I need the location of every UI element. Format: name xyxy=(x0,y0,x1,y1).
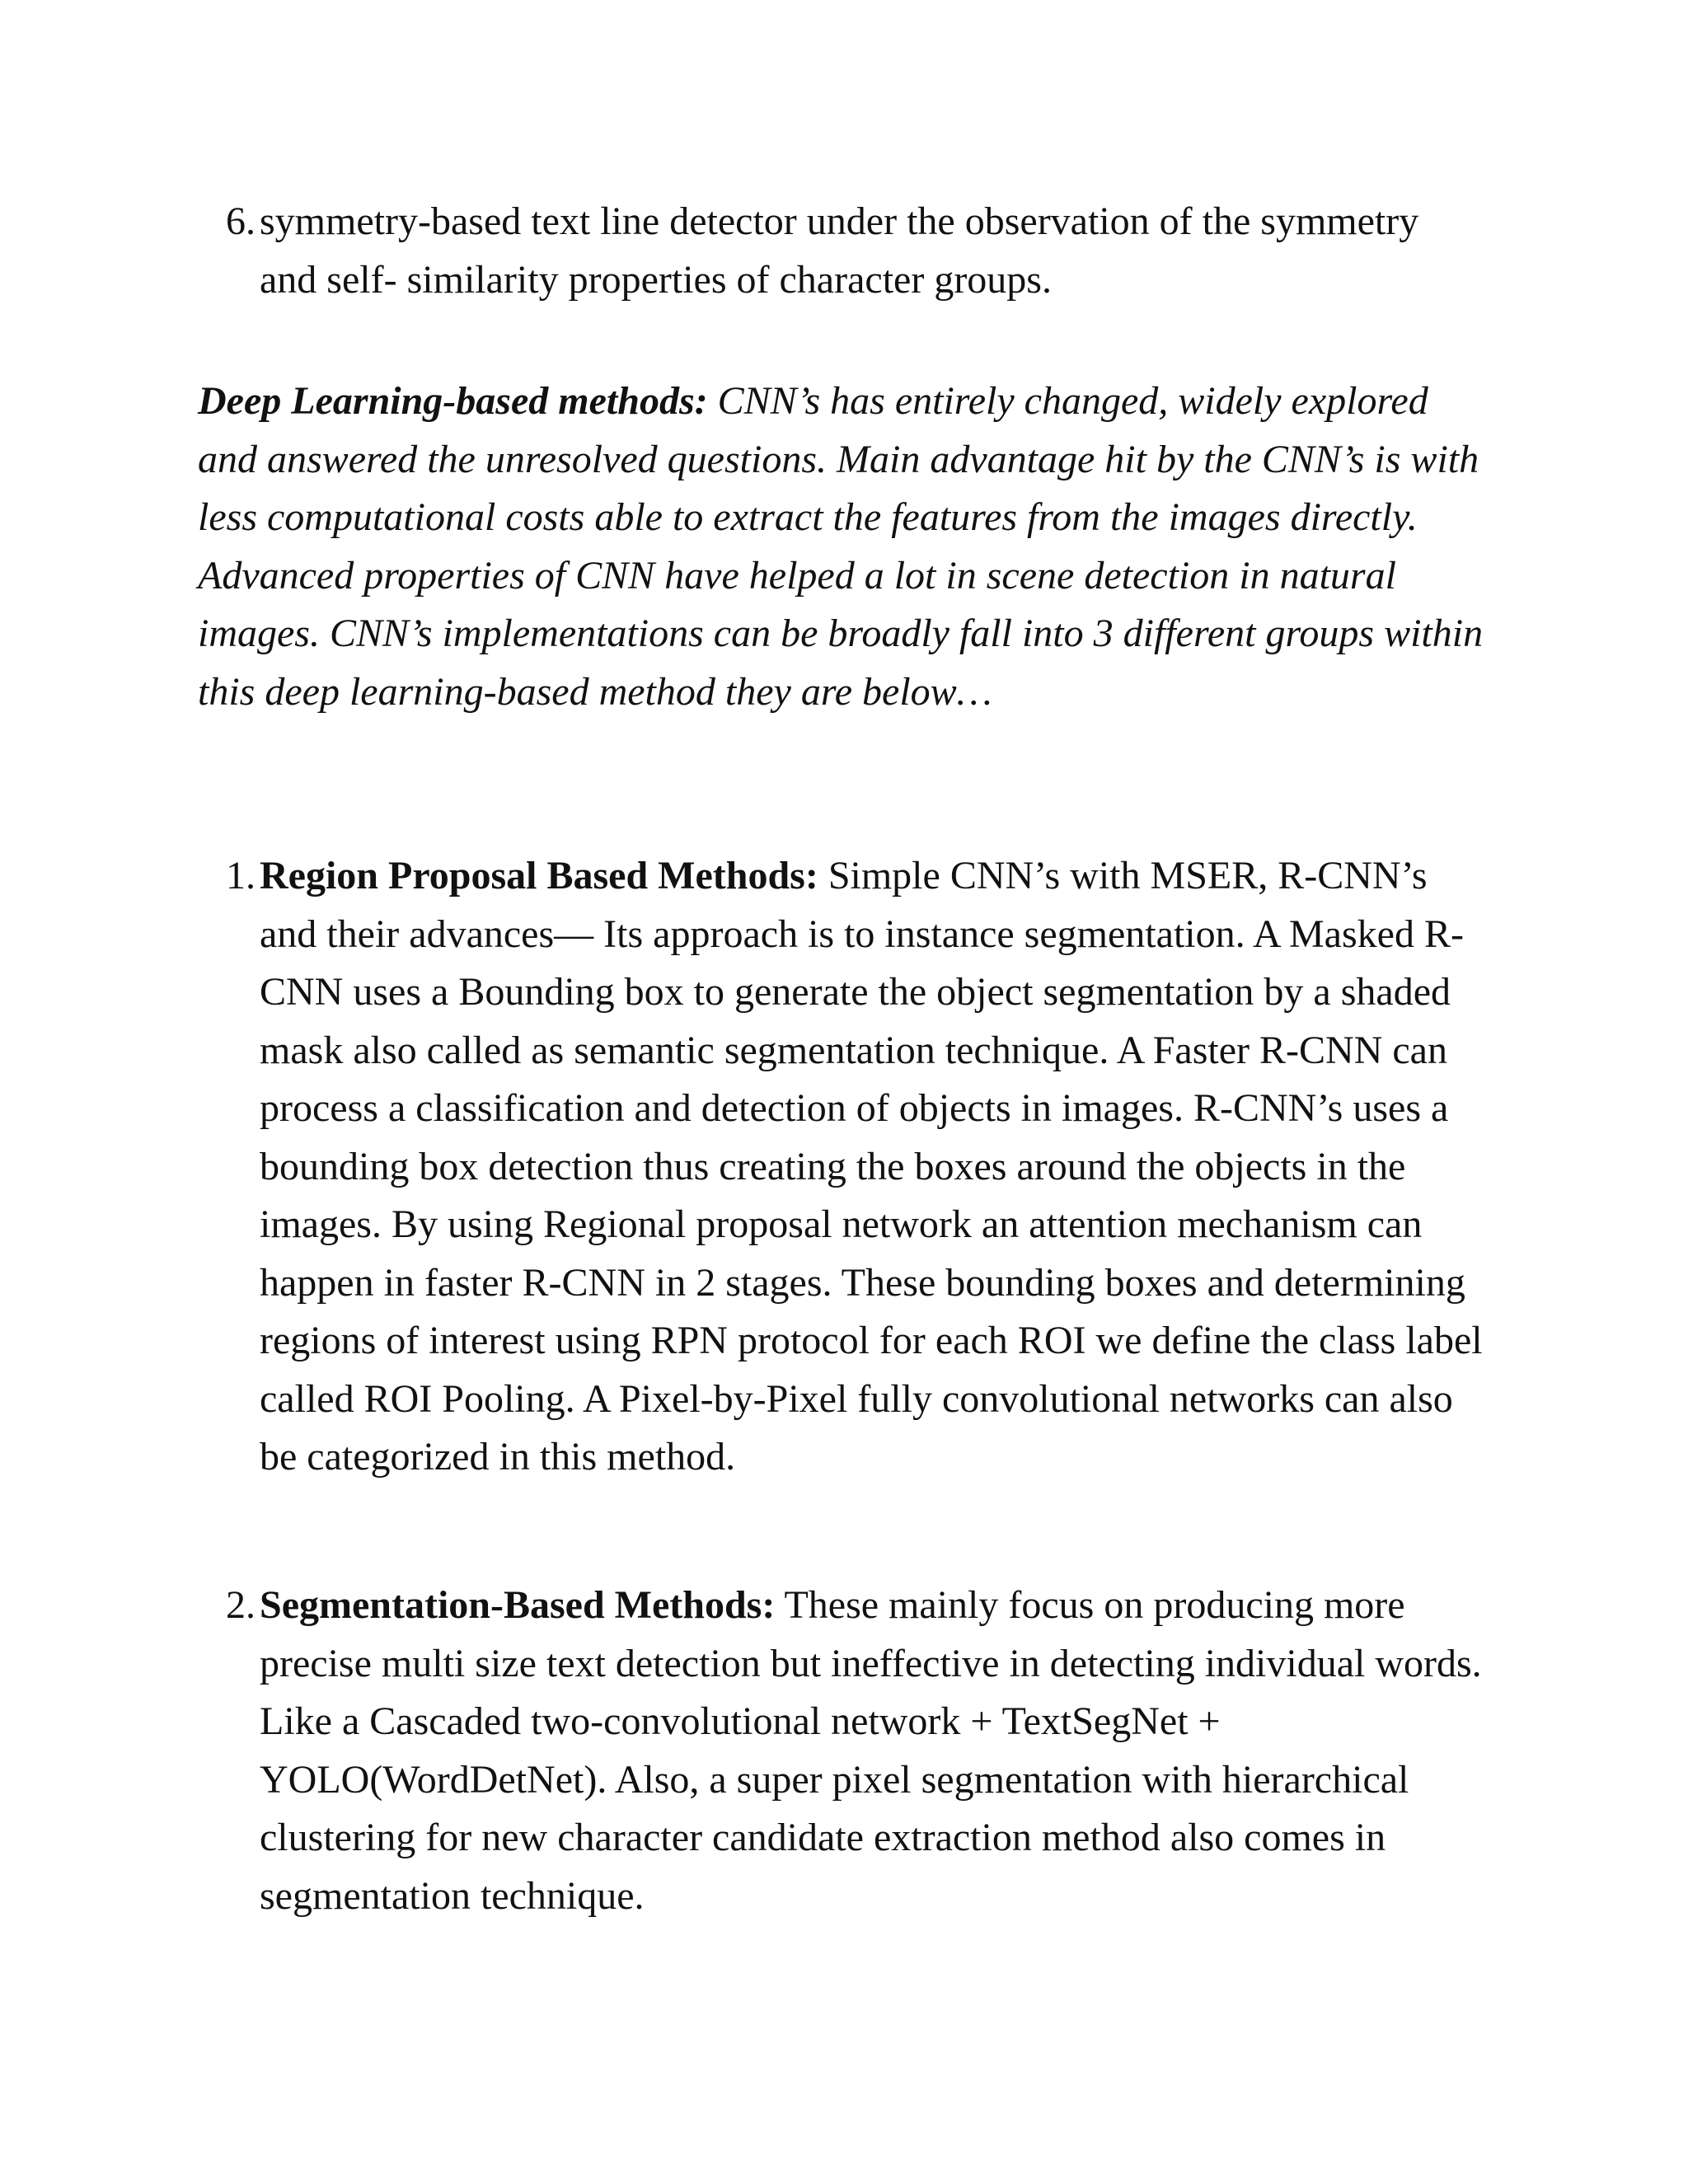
paragraph-heading: Deep Learning-based methods: xyxy=(198,379,708,423)
list-item-6 xyxy=(198,193,1484,309)
list-item-number: 1. xyxy=(226,854,256,898)
deep-learning-paragraph xyxy=(198,373,1484,721)
list-item-heading: Segmentation-Based Methods: xyxy=(260,1583,776,1627)
list-item-text: symmetry-based text line detector under the observation of the symmetry and self- similarity properties of character groups. xyxy=(260,199,1419,302)
list-item-text: These mainly focus on producing more precise multi size text detection but ineffective in detecting individual words. Like a Cascaded two-convolutional network + TextSegNet + YOLO(WordDetNet). Also, a super pixel segmentation with hierarchical clustering for new character candidate extraction method also comes in segmentation technique. xyxy=(260,1583,1482,1918)
list-item-segmentation xyxy=(198,1577,1484,1925)
list-item-heading: Region Proposal Based Methods: xyxy=(260,854,818,898)
paragraph-text: CNN’s has entirely changed, widely explored and answered the unresolved questions. Main advantage hit by the CNN’s is with less computational costs able to extract the features from the images directly. Advanced properties of CNN have helped a lot in scene detection in natural images. CNN’s implementations can be broadly fall into 3 different groups within this deep learning-based method they are below… xyxy=(198,379,1484,714)
list-item-region-proposal xyxy=(198,847,1484,1487)
list-item-number: 6. xyxy=(226,199,256,243)
list-item-text: Simple CNN’s with MSER, R-CNN’s and their advances— Its approach is to instance segmentation. A Masked R-CNN uses a Bounding box to generate the object segmentation by a shaded mask also called as semantic segmentation technique. A Faster R-CNN can process a classification and detection of objects in images. R-CNN’s uses a bounding box detection thus creating the boxes around the objects in the images. By using Regional proposal network an attention mechanism can happen in faster R-CNN in 2 stages. These bounding boxes and determining regions of interest using RPN protocol for each ROI we define the class label called ROI Pooling. A Pixel-by-Pixel fully convolutional networks can also be categorized in this method. xyxy=(260,854,1483,1479)
list-item-number: 2. xyxy=(226,1583,256,1627)
